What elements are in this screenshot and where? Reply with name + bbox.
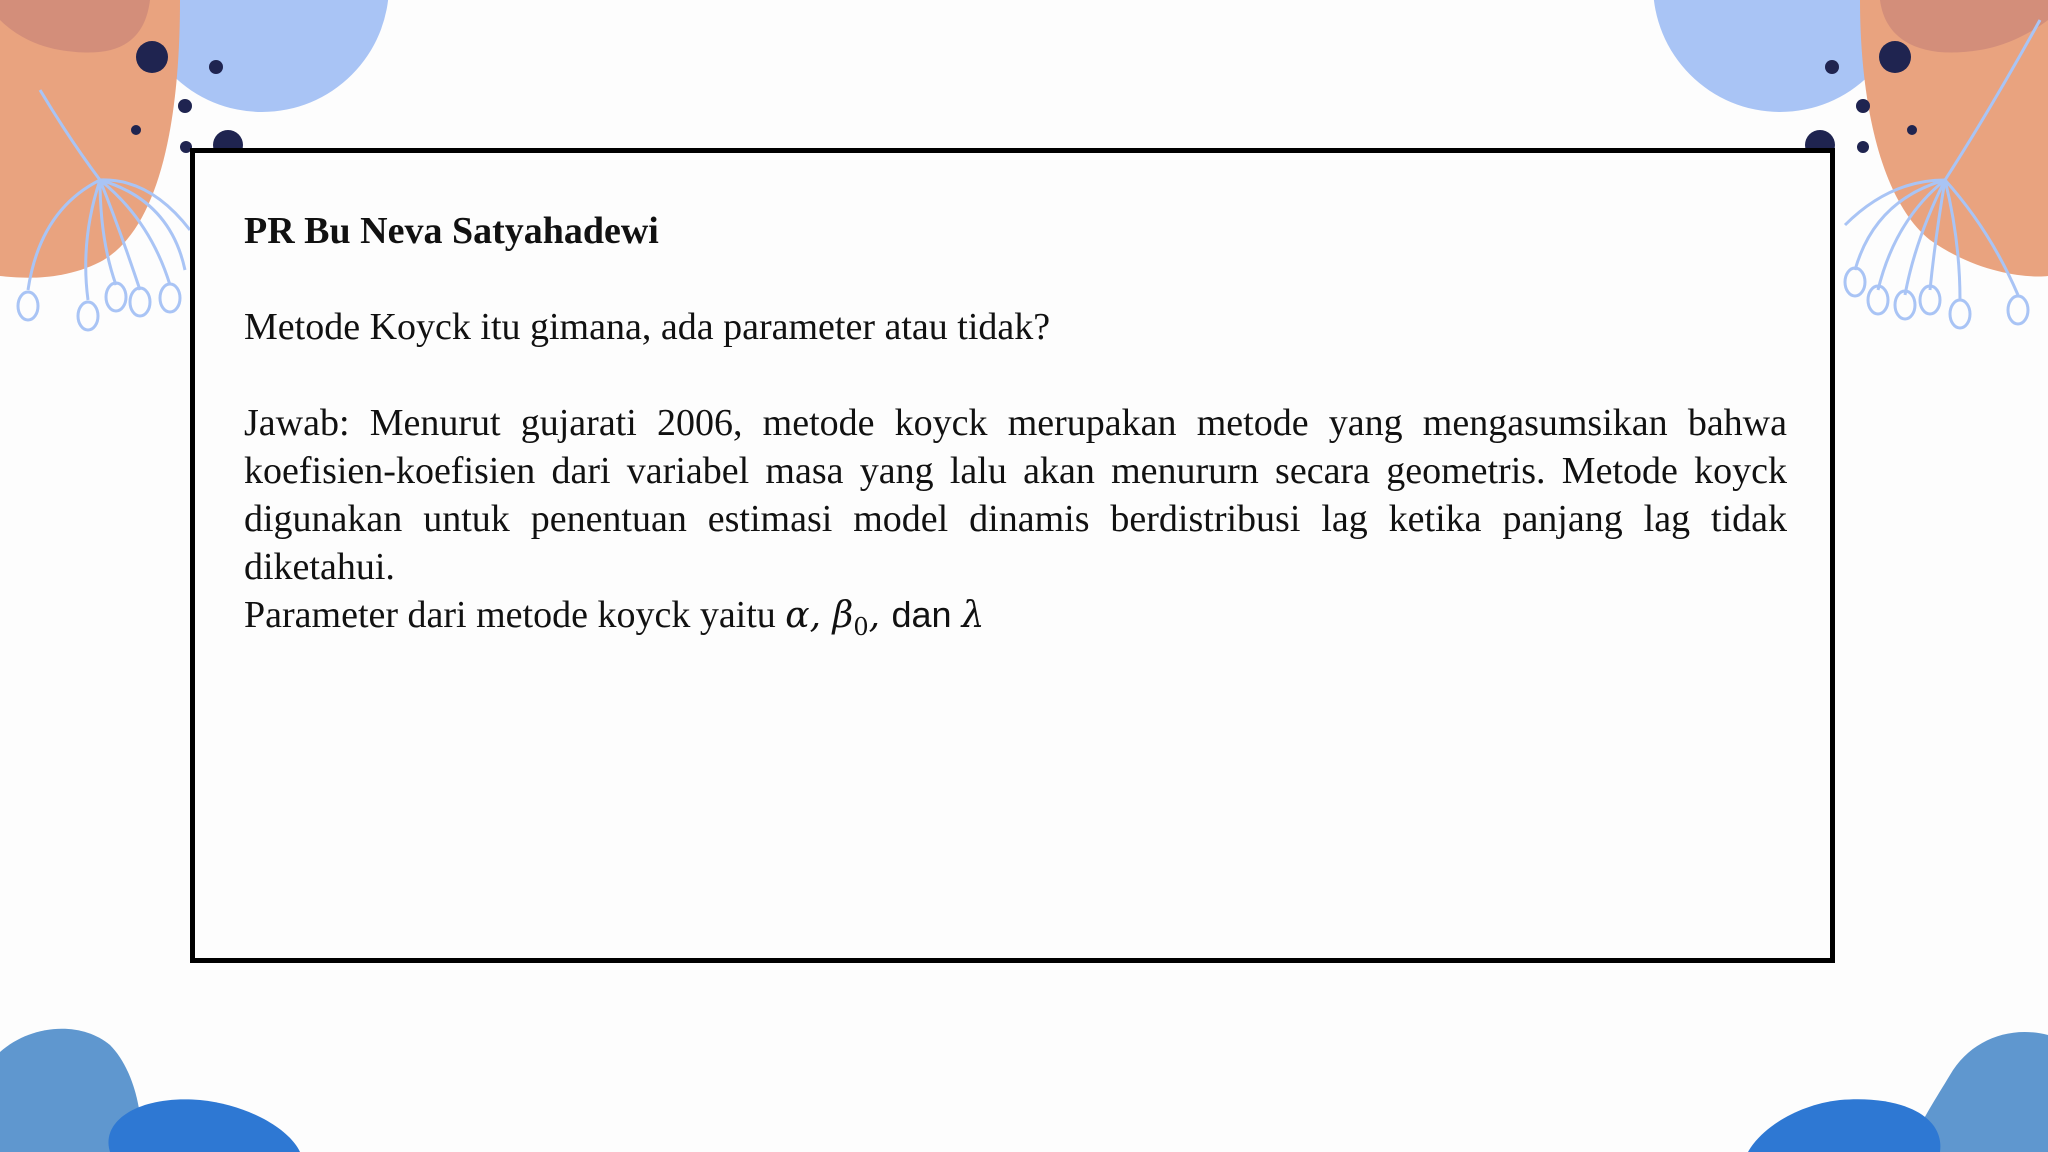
bottom-right-leaf-decoration <box>1748 1032 2048 1152</box>
flower-stems <box>18 90 190 330</box>
content-frame <box>190 148 1835 963</box>
orange-blob <box>1860 0 2048 276</box>
alpha-symbol: α <box>785 595 810 636</box>
comma-separator-2: , <box>868 595 892 636</box>
parameter-prefix: Parameter dari metode koyck yaitu <box>244 594 786 636</box>
rose-blob <box>1880 0 2048 53</box>
lambda-symbol: λ <box>961 595 985 636</box>
question-text: Metode Koyck itu gimana, ada parameter atau tidak? <box>244 306 1051 348</box>
orange-blob <box>0 0 180 278</box>
dan-word: dan <box>891 594 962 635</box>
beta-subscript: 0 <box>853 613 869 641</box>
light-blue-blob <box>1653 0 1907 112</box>
parameter-line <box>244 591 1787 640</box>
bottom-left-leaf-decoration <box>0 1029 300 1152</box>
beta-letter: β <box>832 595 854 636</box>
slide-content <box>244 207 1787 640</box>
light-blue-blob <box>135 0 389 112</box>
flower-stems <box>1845 20 2040 328</box>
comma-separator: , <box>809 595 833 636</box>
slide-title: PR Bu Neva Satyahadewi <box>244 210 659 252</box>
beta-symbol <box>832 595 869 641</box>
answer-paragraph: Jawab: Menurut gujarati 2006, metode koyck merupakan metode yang mengasumsikan bahwa koefisien-koefisien dari variabel masa yang lalu akan menururn secara geometris. Metode koyck digunakan untuk penentuan estimasi model dinamis berdistribusi lag ketika panjang lag tidak diketahui. <box>244 402 1787 588</box>
rose-blob <box>0 0 150 53</box>
